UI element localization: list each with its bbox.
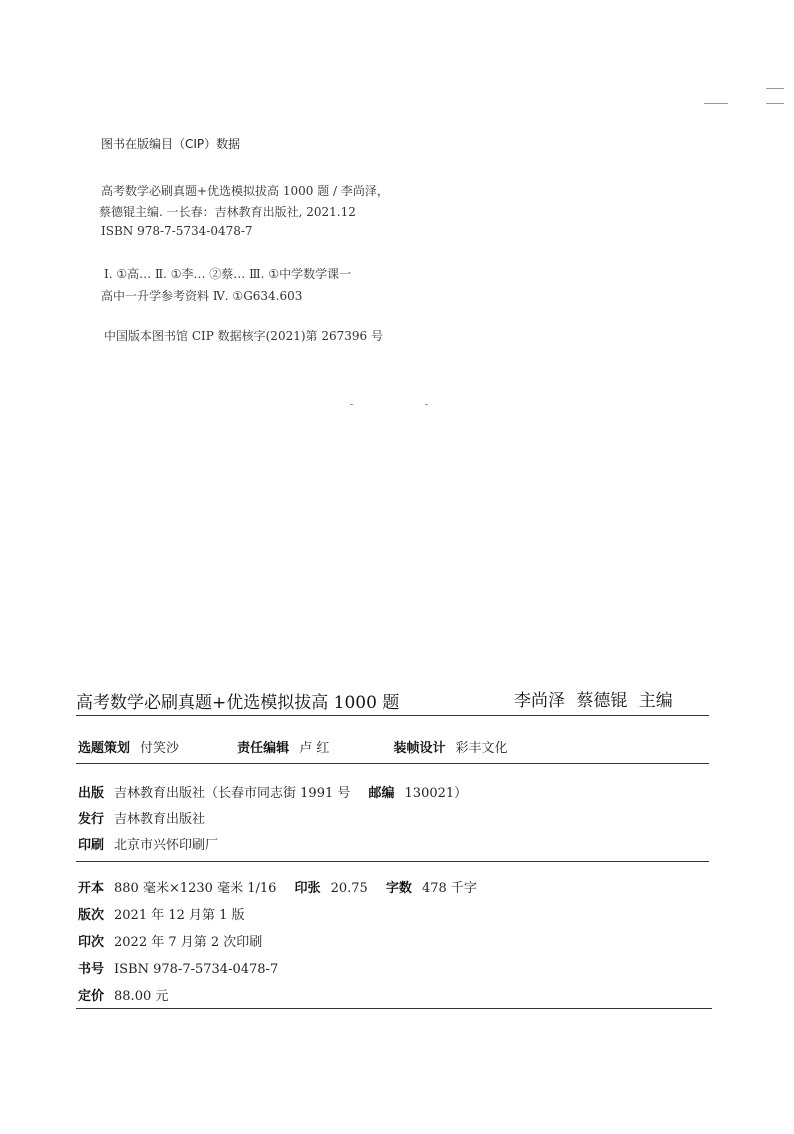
cip-heading: 图书在版编目（CIP）数据 <box>101 137 241 151</box>
printing-label: 印次 <box>78 935 105 950</box>
printer-value: 北京市兴怀印刷厂 <box>114 838 219 853</box>
design-value: 彩丰文化 <box>455 741 508 756</box>
edition-row <box>78 904 245 923</box>
publisher-label: 出版 <box>78 786 105 801</box>
cip-line-6: 中国版本图书馆 CIP 数据核字(2021)第 267396 号 <box>104 329 383 343</box>
format-row <box>78 877 477 896</box>
publisher-value: 吉林教育出版社（长春市同志街 1991 号 <box>114 786 351 801</box>
distributor-value: 吉林教育出版社 <box>114 812 206 827</box>
scan-mark <box>425 404 428 405</box>
staff-rule <box>76 763 709 764</box>
price-value: 88.00 元 <box>114 989 169 1004</box>
isbn-value: ISBN 978-7-5734-0478-7 <box>114 962 279 977</box>
price-row <box>78 985 168 1004</box>
sheets-value: 20.75 <box>330 881 368 896</box>
cip-line-5: 高中一升学参考资料 Ⅳ. ①G634.603 <box>101 289 303 303</box>
printing-row <box>78 931 262 950</box>
publisher-row <box>78 782 467 801</box>
scan-mark <box>704 103 728 104</box>
design-label: 装帧设计 <box>393 741 446 756</box>
format-label: 开本 <box>78 881 105 896</box>
words-label: 字数 <box>385 881 412 896</box>
edition-value: 2021 年 12 月第 1 版 <box>114 908 245 923</box>
book-editors: 李尚泽 蔡德锟 主编 <box>514 691 673 711</box>
scan-mark <box>766 103 784 104</box>
printer-label: 印刷 <box>78 838 105 853</box>
staff-row <box>78 737 508 756</box>
planner-value: 付笑沙 <box>140 741 180 756</box>
isbn-row <box>78 958 278 977</box>
words-value: 478 千字 <box>421 881 477 896</box>
bottom-rule <box>76 1008 712 1009</box>
publishing-rule <box>76 861 709 862</box>
edition-label: 版次 <box>78 908 105 923</box>
sheets-label: 印张 <box>294 881 321 896</box>
format-value: 880 毫米×1230 毫米 1/16 <box>114 881 277 896</box>
scan-mark <box>766 88 784 89</box>
price-label: 定价 <box>78 989 105 1004</box>
postcode-value: 130021） <box>404 786 468 801</box>
cip-line-4: Ⅰ. ①高… Ⅱ. ①李… ②蔡… Ⅲ. ①中学数学课一 <box>104 267 352 281</box>
planner-label: 选题策划 <box>78 741 131 756</box>
printing-value: 2022 年 7 月第 2 次印刷 <box>114 935 263 950</box>
title-rule <box>76 715 709 716</box>
cip-line-1: 高考数学必刷真题+优选模拟拔高 1000 题 / 李尚泽， <box>101 184 389 198</box>
editor-value: 卢 红 <box>299 741 330 756</box>
distributor-label: 发行 <box>78 812 105 827</box>
book-title: 高考数学必刷真题+优选模拟拔高 1000 题 <box>76 693 400 713</box>
cip-line-3: ISBN 978-7-5734-0478-7 <box>101 224 253 238</box>
cip-line-2: 蔡德锟主编. 一长春：吉林教育出版社, 2021.12 <box>99 205 356 219</box>
printer-row <box>78 834 218 853</box>
distributor-row <box>78 808 205 827</box>
scan-mark <box>350 404 353 405</box>
editor-label: 责任编辑 <box>237 741 290 756</box>
isbn-label: 书号 <box>78 962 105 977</box>
postcode-label: 邮编 <box>368 786 395 801</box>
